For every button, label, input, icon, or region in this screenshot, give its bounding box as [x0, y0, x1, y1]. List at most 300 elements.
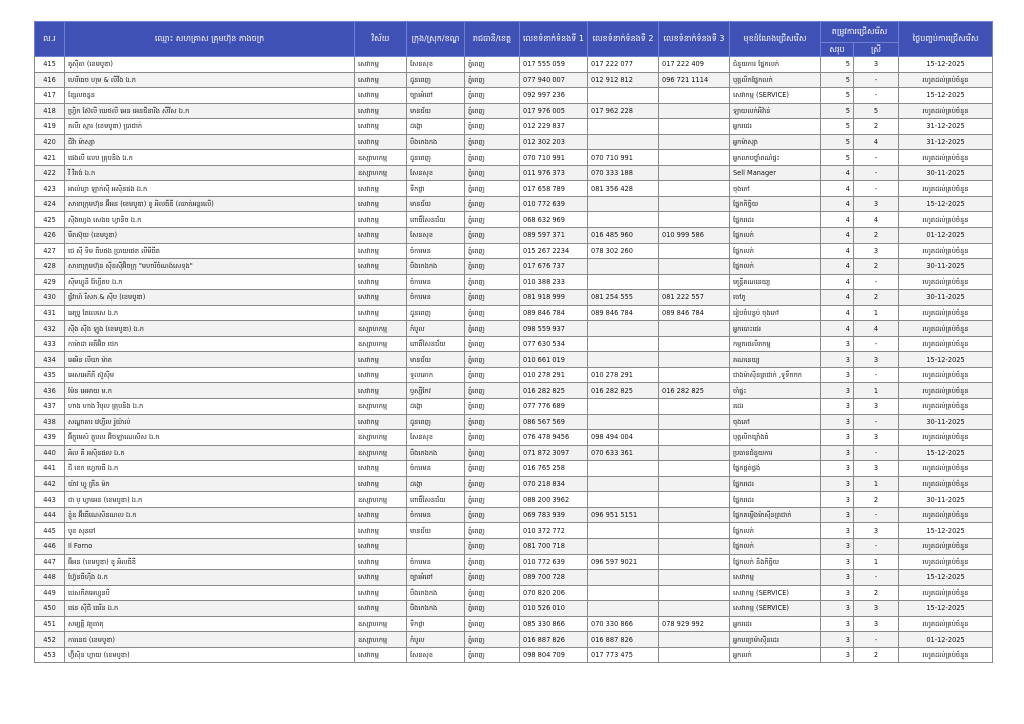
cell-phone-3: 016 282 825: [659, 383, 730, 399]
cell-female: 3: [854, 243, 899, 259]
cell-phone-3: [659, 538, 730, 554]
cell-district: [407, 538, 465, 554]
table-row: [35, 445, 993, 461]
cell-phone-1: 069 783 939: [520, 507, 588, 523]
cell-province: ភ្នំពេញ: [465, 165, 520, 181]
table-row: [35, 367, 993, 383]
cell-position: ជាងម៉ាស៊ីនត្រជាក់ ,ទូទឹកកក: [730, 367, 821, 383]
cell-sector: ឧស្សាហកម្ម: [355, 150, 407, 166]
cell-province: ភ្នំពេញ: [465, 647, 520, 663]
cell-deadline: 15-12-2025: [899, 601, 993, 617]
cell-female: 2: [854, 119, 899, 135]
cell-phone-1: 011 976 373: [520, 165, 588, 181]
cell-female: 2: [854, 290, 899, 306]
cell-phone-2: [588, 119, 659, 135]
cell-phone-3: [659, 461, 730, 477]
cell-position: អ្នកម៉ាស្សា: [730, 134, 821, 150]
cell-company-name: សណ្ឋាគារ វេហ្វីល រ៉ូយ៉ាល់: [65, 414, 355, 430]
cell-province: ភ្នំពេញ: [465, 383, 520, 399]
cell-total: 3: [821, 476, 854, 492]
cell-phone-2: [588, 601, 659, 617]
cell-province: ភ្នំពេញ: [465, 476, 520, 492]
cell-district: ចំការមន: [407, 461, 465, 477]
cell-female: 3: [854, 616, 899, 632]
cell-no: 453: [35, 647, 65, 663]
cell-province: ភ្នំពេញ: [465, 492, 520, 508]
cell-phone-1: 010 388 233: [520, 274, 588, 290]
cell-phone-3: [659, 414, 730, 430]
cell-phone-2: [588, 414, 659, 430]
cell-deadline: 31-12-2025: [899, 134, 993, 150]
cell-deadline: រហូតដល់គ្រប់ចំនួន: [899, 507, 993, 523]
cell-female: 3: [854, 461, 899, 477]
cell-sector: សេវាកម្ម: [355, 383, 407, 399]
cell-female: 1: [854, 476, 899, 492]
cell-phone-1: 010 772 639: [520, 554, 588, 570]
cell-sector: សេវាកម្ម: [355, 538, 407, 554]
cell-phone-2: [588, 336, 659, 352]
cell-no: 428: [35, 259, 65, 275]
cell-company-name: ស៊ីង ស៊ីង ឡូង (ខេមបូឌា) ឯ.ក: [65, 321, 355, 337]
cell-company-name: ជេ ស៊ី ទិម ធីបផង ប្រាយផេត លីមីធីត: [65, 243, 355, 259]
cell-phone-3: [659, 103, 730, 119]
cell-district: ដូនពេញ: [407, 305, 465, 321]
cell-phone-1: 070 820 206: [520, 585, 588, 601]
cell-phone-2: 081 254 555: [588, 290, 659, 306]
cell-district: មានជ័យ: [407, 103, 465, 119]
cell-total: 3: [821, 616, 854, 632]
cell-district: កំបូល: [407, 632, 465, 648]
cell-no: 429: [35, 274, 65, 290]
cell-province: ភ្នំពេញ: [465, 196, 520, 212]
cell-deadline: រហូតដល់គ្រប់ចំនួន: [899, 336, 993, 352]
cell-phone-1: 092 997 236: [520, 88, 588, 104]
cell-sector: សេវាកម្ម: [355, 103, 407, 119]
cell-deadline: 15-12-2025: [899, 570, 993, 586]
cell-sector: សេវាកម្ម: [355, 476, 407, 492]
cell-sector: ឧស្សាហកម្ម: [355, 445, 407, 461]
cell-phone-2: [588, 321, 659, 337]
cell-total: 3: [821, 523, 854, 539]
cell-position: ជំនួយការ ផ្នែកលក់: [730, 57, 821, 73]
cell-no: 451: [35, 616, 65, 632]
cell-total: 3: [821, 632, 854, 648]
cell-province: ភ្នំពេញ: [465, 57, 520, 73]
cell-phone-2: 096 597 9021: [588, 554, 659, 570]
cell-deadline: រហូតដល់គ្រប់ចំនួន: [899, 305, 993, 321]
cell-no: 435: [35, 367, 65, 383]
cell-no: 442: [35, 476, 65, 492]
cell-no: 422: [35, 165, 65, 181]
cell-district: ចំការមន: [407, 554, 465, 570]
cell-company-name: ជី ខេក ហ្វេករធី ឯ.ក: [65, 461, 355, 477]
vacancy-table: [34, 21, 993, 663]
cell-total: 3: [821, 507, 854, 523]
cell-phone-1: 016 765 258: [520, 461, 588, 477]
table-row: [35, 352, 993, 368]
table-row: [35, 647, 993, 663]
cell-position: រដេរ: [730, 399, 821, 415]
cell-deadline: រហូតដល់គ្រប់ចំនួន: [899, 150, 993, 166]
cell-position: ចុងភៅ: [730, 414, 821, 430]
cell-district: សែនសុខ: [407, 228, 465, 244]
cell-total: 3: [821, 570, 854, 586]
cell-phone-2: [588, 461, 659, 477]
cell-sector: ឧស្សាហកម្ម: [355, 632, 407, 648]
cell-phone-2: 012 912 812: [588, 72, 659, 88]
header-company-name: ឈ្មោះ សហគ្រាស គ្រុមហ៊ុន ភាងចក្រ: [65, 22, 355, 57]
cell-deadline: រហូតដល់គ្រប់ចំនួន: [899, 430, 993, 446]
cell-position: ផ្នែកកិច្ចិយ: [730, 196, 821, 212]
cell-total: 5: [821, 57, 854, 73]
cell-phone-3: [659, 336, 730, 352]
cell-district: សែនសុខ: [407, 165, 465, 181]
cell-district: ចំការមន: [407, 243, 465, 259]
cell-phone-3: 017 222 409: [659, 57, 730, 73]
cell-position: កម្មករផលិតកម្ម: [730, 336, 821, 352]
cell-sector: សេវាកម្ម: [355, 134, 407, 150]
cell-total: 3: [821, 414, 854, 430]
cell-position: អ្នកបញ្ជាម៉ាស៊ីនដេរ: [730, 632, 821, 648]
table-row: [35, 88, 993, 104]
cell-phone-2: 017 962 228: [588, 103, 659, 119]
cell-phone-2: [588, 570, 659, 586]
cell-total: 3: [821, 383, 854, 399]
cell-total: 4: [821, 212, 854, 228]
cell-female: -: [854, 632, 899, 648]
cell-district: ចំការមន: [407, 507, 465, 523]
cell-sector: ឧស្សាហកម្ម: [355, 165, 407, 181]
cell-deadline: រហូតដល់គ្រប់ចំនួន: [899, 461, 993, 477]
cell-sector: សេវាកម្ម: [355, 243, 407, 259]
table-row: [35, 461, 993, 477]
cell-phone-1: 017 658 789: [520, 181, 588, 197]
cell-sector: សេវាកម្ម: [355, 367, 407, 383]
cell-female: -: [854, 570, 899, 586]
cell-district: ដូនពេញ: [407, 72, 465, 88]
cell-district: ទួលគោក: [407, 367, 465, 383]
cell-company-name: អេប្រូ តែលេសេ ឯ.ក: [65, 305, 355, 321]
cell-phone-3: [659, 554, 730, 570]
cell-deadline: 30-11-2025: [899, 165, 993, 181]
cell-phone-1: 010 661 019: [520, 352, 588, 368]
cell-sector: សេវាកម្ម: [355, 72, 407, 88]
cell-phone-1: 081 700 718: [520, 538, 588, 554]
table-row: [35, 72, 993, 88]
cell-position: អ្នកបោះផេរ: [730, 321, 821, 337]
cell-phone-3: 010 999 586: [659, 228, 730, 244]
cell-district: សែនសុខ: [407, 647, 465, 663]
header-total: សរុប: [821, 43, 854, 57]
cell-sector: សេវាកម្ម: [355, 414, 407, 430]
cell-no: 431: [35, 305, 65, 321]
cell-province: ភ្នំពេញ: [465, 367, 520, 383]
cell-female: -: [854, 367, 899, 383]
cell-phone-3: [659, 259, 730, 275]
cell-sector: សេវាកម្ម: [355, 57, 407, 73]
cell-phone-3: [659, 523, 730, 539]
table-row: [35, 601, 993, 617]
cell-female: -: [854, 274, 899, 290]
table-row: [35, 305, 993, 321]
cell-position: ផ្នែកលក់: [730, 228, 821, 244]
cell-total: 5: [821, 119, 854, 135]
cell-sector: ឧស្សាហកម្ម: [355, 430, 407, 446]
cell-total: 3: [821, 554, 854, 570]
cell-deadline: 31-12-2025: [899, 119, 993, 135]
table-row: [35, 212, 993, 228]
cell-phone-3: [659, 150, 730, 166]
cell-phone-1: 017 676 737: [520, 259, 588, 275]
cell-province: ភ្នំពេញ: [465, 538, 520, 554]
cell-company-name: ខ្ញុំឧ អ៊ីធើណេសិនណល ឯ.ក: [65, 507, 355, 523]
cell-female: 3: [854, 601, 899, 617]
cell-female: 2: [854, 647, 899, 663]
cell-province: ភ្នំពេញ: [465, 259, 520, 275]
cell-province: ភ្នំពេញ: [465, 414, 520, 430]
cell-province: ភ្នំពេញ: [465, 585, 520, 601]
cell-position: អ្នកលាបថ្នាំពណ៌ផ្ទះ: [730, 150, 821, 166]
cell-company-name: ហ្វ្រិក ស៊ែលឺ ឃេថលី អេន អេនជីនារីង សឺវីស ឯ.ក: [65, 103, 355, 119]
cell-total: 3: [821, 647, 854, 663]
cell-province: ភ្នំពេញ: [465, 119, 520, 135]
cell-deadline: 15-12-2025: [899, 445, 993, 461]
cell-phone-2: 096 951 5151: [588, 507, 659, 523]
cell-phone-1: 077 940 007: [520, 72, 588, 88]
cell-phone-1: 098 559 937: [520, 321, 588, 337]
cell-total: 4: [821, 196, 854, 212]
cell-phone-2: [588, 585, 659, 601]
cell-deadline: រហូតដល់គ្រប់ចំនួន: [899, 367, 993, 383]
cell-phone-3: 096 721 1114: [659, 72, 730, 88]
cell-province: ភ្នំពេញ: [465, 461, 520, 477]
cell-female: 3: [854, 196, 899, 212]
cell-phone-1: 010 278 291: [520, 367, 588, 383]
cell-phone-2: 070 710 991: [588, 150, 659, 166]
cell-phone-2: [588, 88, 659, 104]
cell-phone-2: [588, 134, 659, 150]
cell-province: ភ្នំពេញ: [465, 134, 520, 150]
cell-province: ភ្នំពេញ: [465, 352, 520, 368]
cell-deadline: រហូតដល់គ្រប់ចំនួន: [899, 72, 993, 88]
cell-phone-3: [659, 476, 730, 492]
cell-sector: ឧស្សាហកម្ម: [355, 492, 407, 508]
cell-deadline: 15-12-2025: [899, 352, 993, 368]
cell-province: ភ្នំពេញ: [465, 632, 520, 648]
cell-company-name: ជីវ៉ា ម៉ាស្សា: [65, 134, 355, 150]
cell-phone-1: 088 200 3962: [520, 492, 588, 508]
cell-phone-3: [659, 367, 730, 383]
cell-company-name: Il Forno: [65, 538, 355, 554]
cell-total: 3: [821, 430, 854, 446]
cell-position: ផ្នែកលក់: [730, 538, 821, 554]
table-row: [35, 321, 993, 337]
cell-district: កំបូល: [407, 321, 465, 337]
cell-district: ចំការមន: [407, 290, 465, 306]
cell-province: ភ្នំពេញ: [465, 274, 520, 290]
cell-phone-1: 015 267 2234: [520, 243, 588, 259]
cell-company-name: ម៉ែន អេអាយ ម.ក: [65, 383, 355, 399]
cell-no: 437: [35, 399, 65, 415]
cell-position: សេវាកម្ម (SERVICE): [730, 585, 821, 601]
cell-sector: សេវាកម្ម: [355, 274, 407, 290]
header-district: ក្រុង/ស្រុក/ខណ្ឌ: [407, 22, 465, 57]
cell-no: 424: [35, 196, 65, 212]
cell-female: -: [854, 181, 899, 197]
cell-no: 443: [35, 492, 65, 508]
cell-position: Sell Manager: [730, 165, 821, 181]
cell-total: 5: [821, 150, 854, 166]
table-row: [35, 181, 993, 197]
cell-phone-2: 078 302 260: [588, 243, 659, 259]
cell-no: 427: [35, 243, 65, 259]
cell-district: ទឹកថ្លា: [407, 181, 465, 197]
header-sector: វិស័យ: [355, 22, 407, 57]
cell-deadline: រហូតដល់គ្រប់ចំនួន: [899, 554, 993, 570]
cell-deadline: រហូតដល់គ្រប់ចំនួន: [899, 274, 993, 290]
cell-female: 2: [854, 585, 899, 601]
cell-female: 3: [854, 57, 899, 73]
cell-sector: សេវាកម្ម: [355, 461, 407, 477]
cell-company-name: គលីរ ស្មារ (ខេមបូឌា) ប្រាជាក់: [65, 119, 355, 135]
cell-phone-3: [659, 212, 730, 228]
cell-phone-3: [659, 399, 730, 415]
cell-phone-2: 070 330 866: [588, 616, 659, 632]
cell-sector: សេវាកម្ម: [355, 196, 407, 212]
table-row: [35, 290, 993, 306]
cell-phone-3: [659, 88, 730, 104]
cell-district: បឹងកេងកង: [407, 134, 465, 150]
cell-province: ភ្នំពេញ: [465, 181, 520, 197]
cell-phone-1: 086 567 569: [520, 414, 588, 430]
cell-female: 3: [854, 523, 899, 539]
cell-province: ភ្នំពេញ: [465, 72, 520, 88]
cell-no: 447: [35, 554, 65, 570]
cell-no: 432: [35, 321, 65, 337]
cell-province: ភ្នំពេញ: [465, 445, 520, 461]
cell-deadline: 30-11-2025: [899, 492, 993, 508]
cell-deadline: រហូតដល់គ្រប់ចំនួន: [899, 212, 993, 228]
cell-female: 1: [854, 554, 899, 570]
cell-position: ផ្នែករដេរ: [730, 212, 821, 228]
cell-province: ភ្នំពេញ: [465, 305, 520, 321]
cell-province: ភ្នំពេញ: [465, 336, 520, 352]
cell-deadline: 15-12-2025: [899, 88, 993, 104]
cell-phone-2: [588, 523, 659, 539]
header-no: ល.រ: [35, 22, 65, 57]
cell-no: 417: [35, 88, 65, 104]
cell-position: ផ្នែកលក់ និងកិច្ចិយ: [730, 554, 821, 570]
table-row: [35, 414, 993, 430]
cell-sector: សេវាកម្ម: [355, 228, 407, 244]
cell-phone-3: 078 929 992: [659, 616, 730, 632]
cell-sector: សេវាកម្ម: [355, 88, 407, 104]
cell-position: រៀបចំបន្ទប់ ចុងភៅ: [730, 305, 821, 321]
cell-phone-3: [659, 445, 730, 461]
cell-phone-1: 098 804 709: [520, 647, 588, 663]
cell-company-name: ស៊ីមហ្វូនី រ៉ែហ្វីតប ឯ.ក: [65, 274, 355, 290]
cell-phone-1: 089 597 371: [520, 228, 588, 244]
cell-no: 448: [35, 570, 65, 586]
cell-company-name: ហ្វ៊ីស៊ិន ហ្វាយ (ខេមបូឌា): [65, 647, 355, 663]
cell-phone-2: [588, 476, 659, 492]
cell-deadline: រហូតដល់គ្រប់ចំនួន: [899, 585, 993, 601]
cell-position: ប្រធានជំនួយការ: [730, 445, 821, 461]
cell-province: ភ្នំពេញ: [465, 616, 520, 632]
table-body: [35, 57, 993, 663]
cell-company-name: ហេរីធេច ហុម & លីវីង ឯ.ក: [65, 72, 355, 88]
cell-no: 416: [35, 72, 65, 88]
cell-total: 4: [821, 181, 854, 197]
cell-total: 4: [821, 305, 854, 321]
cell-province: ភ្នំពេញ: [465, 88, 520, 104]
cell-company-name: អ៊ីក្លូមេស៍ គ្លូបល អ៊ិចឡាណេសិស ឯ.ក: [65, 430, 355, 446]
table-row: [35, 585, 993, 601]
cell-sector: សេវាកម្ម: [355, 585, 407, 601]
cell-position: ផ្នែកផ្គត់ផ្គង់: [730, 461, 821, 477]
cell-phone-2: 016 282 825: [588, 383, 659, 399]
cell-total: 4: [821, 165, 854, 181]
cell-female: -: [854, 165, 899, 181]
cell-position: ផ្នែករដេរ: [730, 476, 821, 492]
cell-phone-3: [659, 601, 730, 617]
cell-sector: សេវាកម្ម: [355, 647, 407, 663]
cell-position: ផ្នែកលក់: [730, 523, 821, 539]
cell-position: ផ្នែកលក់: [730, 243, 821, 259]
cell-phone-2: 017 222 077: [588, 57, 659, 73]
cell-company-name: អេអិន លីឃា ម៉ាត: [65, 352, 355, 368]
cell-total: 4: [821, 290, 854, 306]
cell-deadline: 15-12-2025: [899, 57, 993, 73]
cell-company-name: អ៊ីអន (ខេមបូឌា) ខូ អិលធីឌី: [65, 554, 355, 570]
cell-phone-2: 098 494 004: [588, 430, 659, 446]
cell-district: បឹងកេងកង: [407, 601, 465, 617]
cell-province: ភ្នំពេញ: [465, 243, 520, 259]
table-row: [35, 243, 993, 259]
cell-company-name: ផ្ទ័វាហ៍ រីសក & ស៊ីប (ខេមបូឌា): [65, 290, 355, 306]
cell-deadline: 15-12-2025: [899, 523, 993, 539]
table-row: [35, 507, 993, 523]
cell-phone-3: [659, 632, 730, 648]
cell-company-name: ហ្វ៊ែនធីហ៊ីង ឯ.ក: [65, 570, 355, 586]
cell-no: 446: [35, 538, 65, 554]
cell-position: ផ្នែកលក់: [730, 259, 821, 275]
cell-position: បុគ្គលិកផ្នែកលក់: [730, 72, 821, 88]
cell-deadline: 30-11-2025: [899, 259, 993, 275]
cell-district: សែនសុខ: [407, 57, 465, 73]
cell-district: មានជ័យ: [407, 196, 465, 212]
cell-province: ភ្នំពេញ: [465, 399, 520, 415]
cell-province: ភ្នំពេញ: [465, 150, 520, 166]
cell-position: អ្នកលក់: [730, 647, 821, 663]
cell-sector: សេវាកម្ម: [355, 570, 407, 586]
cell-company-name: ហាង ហាង វិបុល គ្រុបនិង ឯ.ក: [65, 399, 355, 415]
cell-female: -: [854, 150, 899, 166]
cell-deadline: 01-12-2025: [899, 632, 993, 648]
cell-no: 452: [35, 632, 65, 648]
table-row: [35, 274, 993, 290]
cell-company-name: អេសអេភីភី ស៊ូស៊ីម: [65, 367, 355, 383]
cell-phone-2: [588, 196, 659, 212]
cell-phone-1: 017 555 059: [520, 57, 588, 73]
cell-phone-3: [659, 181, 730, 197]
cell-district: ឫស្សីកែវ: [407, 383, 465, 399]
cell-no: 419: [35, 119, 65, 135]
cell-no: 439: [35, 430, 65, 446]
cell-total: 3: [821, 367, 854, 383]
table-row: [35, 476, 993, 492]
cell-sector: សេវាកម្ម: [355, 601, 407, 617]
